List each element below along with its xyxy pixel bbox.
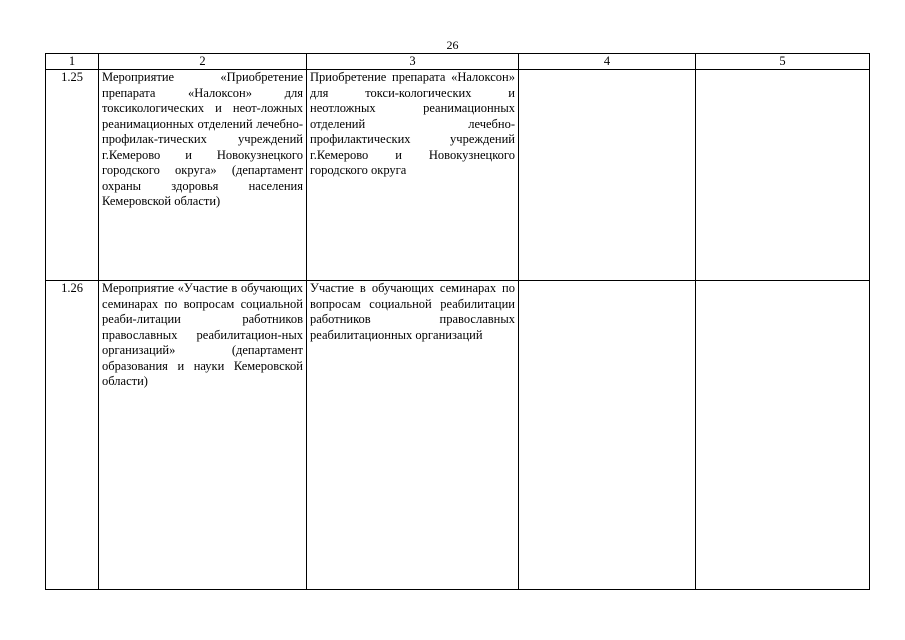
header-col-4: 4 xyxy=(519,54,696,70)
page-number: 26 xyxy=(446,38,459,52)
header-row xyxy=(46,54,870,70)
activities-table xyxy=(45,53,870,590)
empty-cell-col-4 xyxy=(519,281,696,590)
header-col-2: 2 xyxy=(99,54,307,70)
table-row xyxy=(46,281,870,590)
row-number: 1.25 xyxy=(46,70,99,281)
empty-cell-col-5 xyxy=(696,281,870,590)
table-row xyxy=(46,70,870,281)
activity-title-cell: Мероприятие «Приобретение препарата «Налоксон» для токсикологических и неот-ложных реанимационных отделений лечебно-профилак-тических учреждений г.Кемерово и Новокузнецкого городского округа» (департамент охраны здоровья населения Кемеровской области) xyxy=(99,70,307,281)
activity-title-cell: Мероприятие «Участие в обучающих семинарах по вопросам социальной реаби-литации работников православных реабилитацион-ных организаций» (департамент образования и науки Кемеровской области) xyxy=(99,281,307,590)
header-col-3: 3 xyxy=(307,54,519,70)
empty-cell-col-4 xyxy=(519,70,696,281)
empty-cell-col-5 xyxy=(696,70,870,281)
row-number: 1.26 xyxy=(46,281,99,590)
header-col-1: 1 xyxy=(46,54,99,70)
activity-description-cell: Участие в обучающих семинарах по вопросам социальной реабилитации работников православных реабилитационных организаций xyxy=(307,281,519,590)
header-col-5: 5 xyxy=(696,54,870,70)
activity-description-cell: Приобретение препарата «Налоксон» для токси-кологических и неотложных реанимационных отделений лечебно-профилактических учреждений г.Кемерово и Новокузнецкого городского округа xyxy=(307,70,519,281)
